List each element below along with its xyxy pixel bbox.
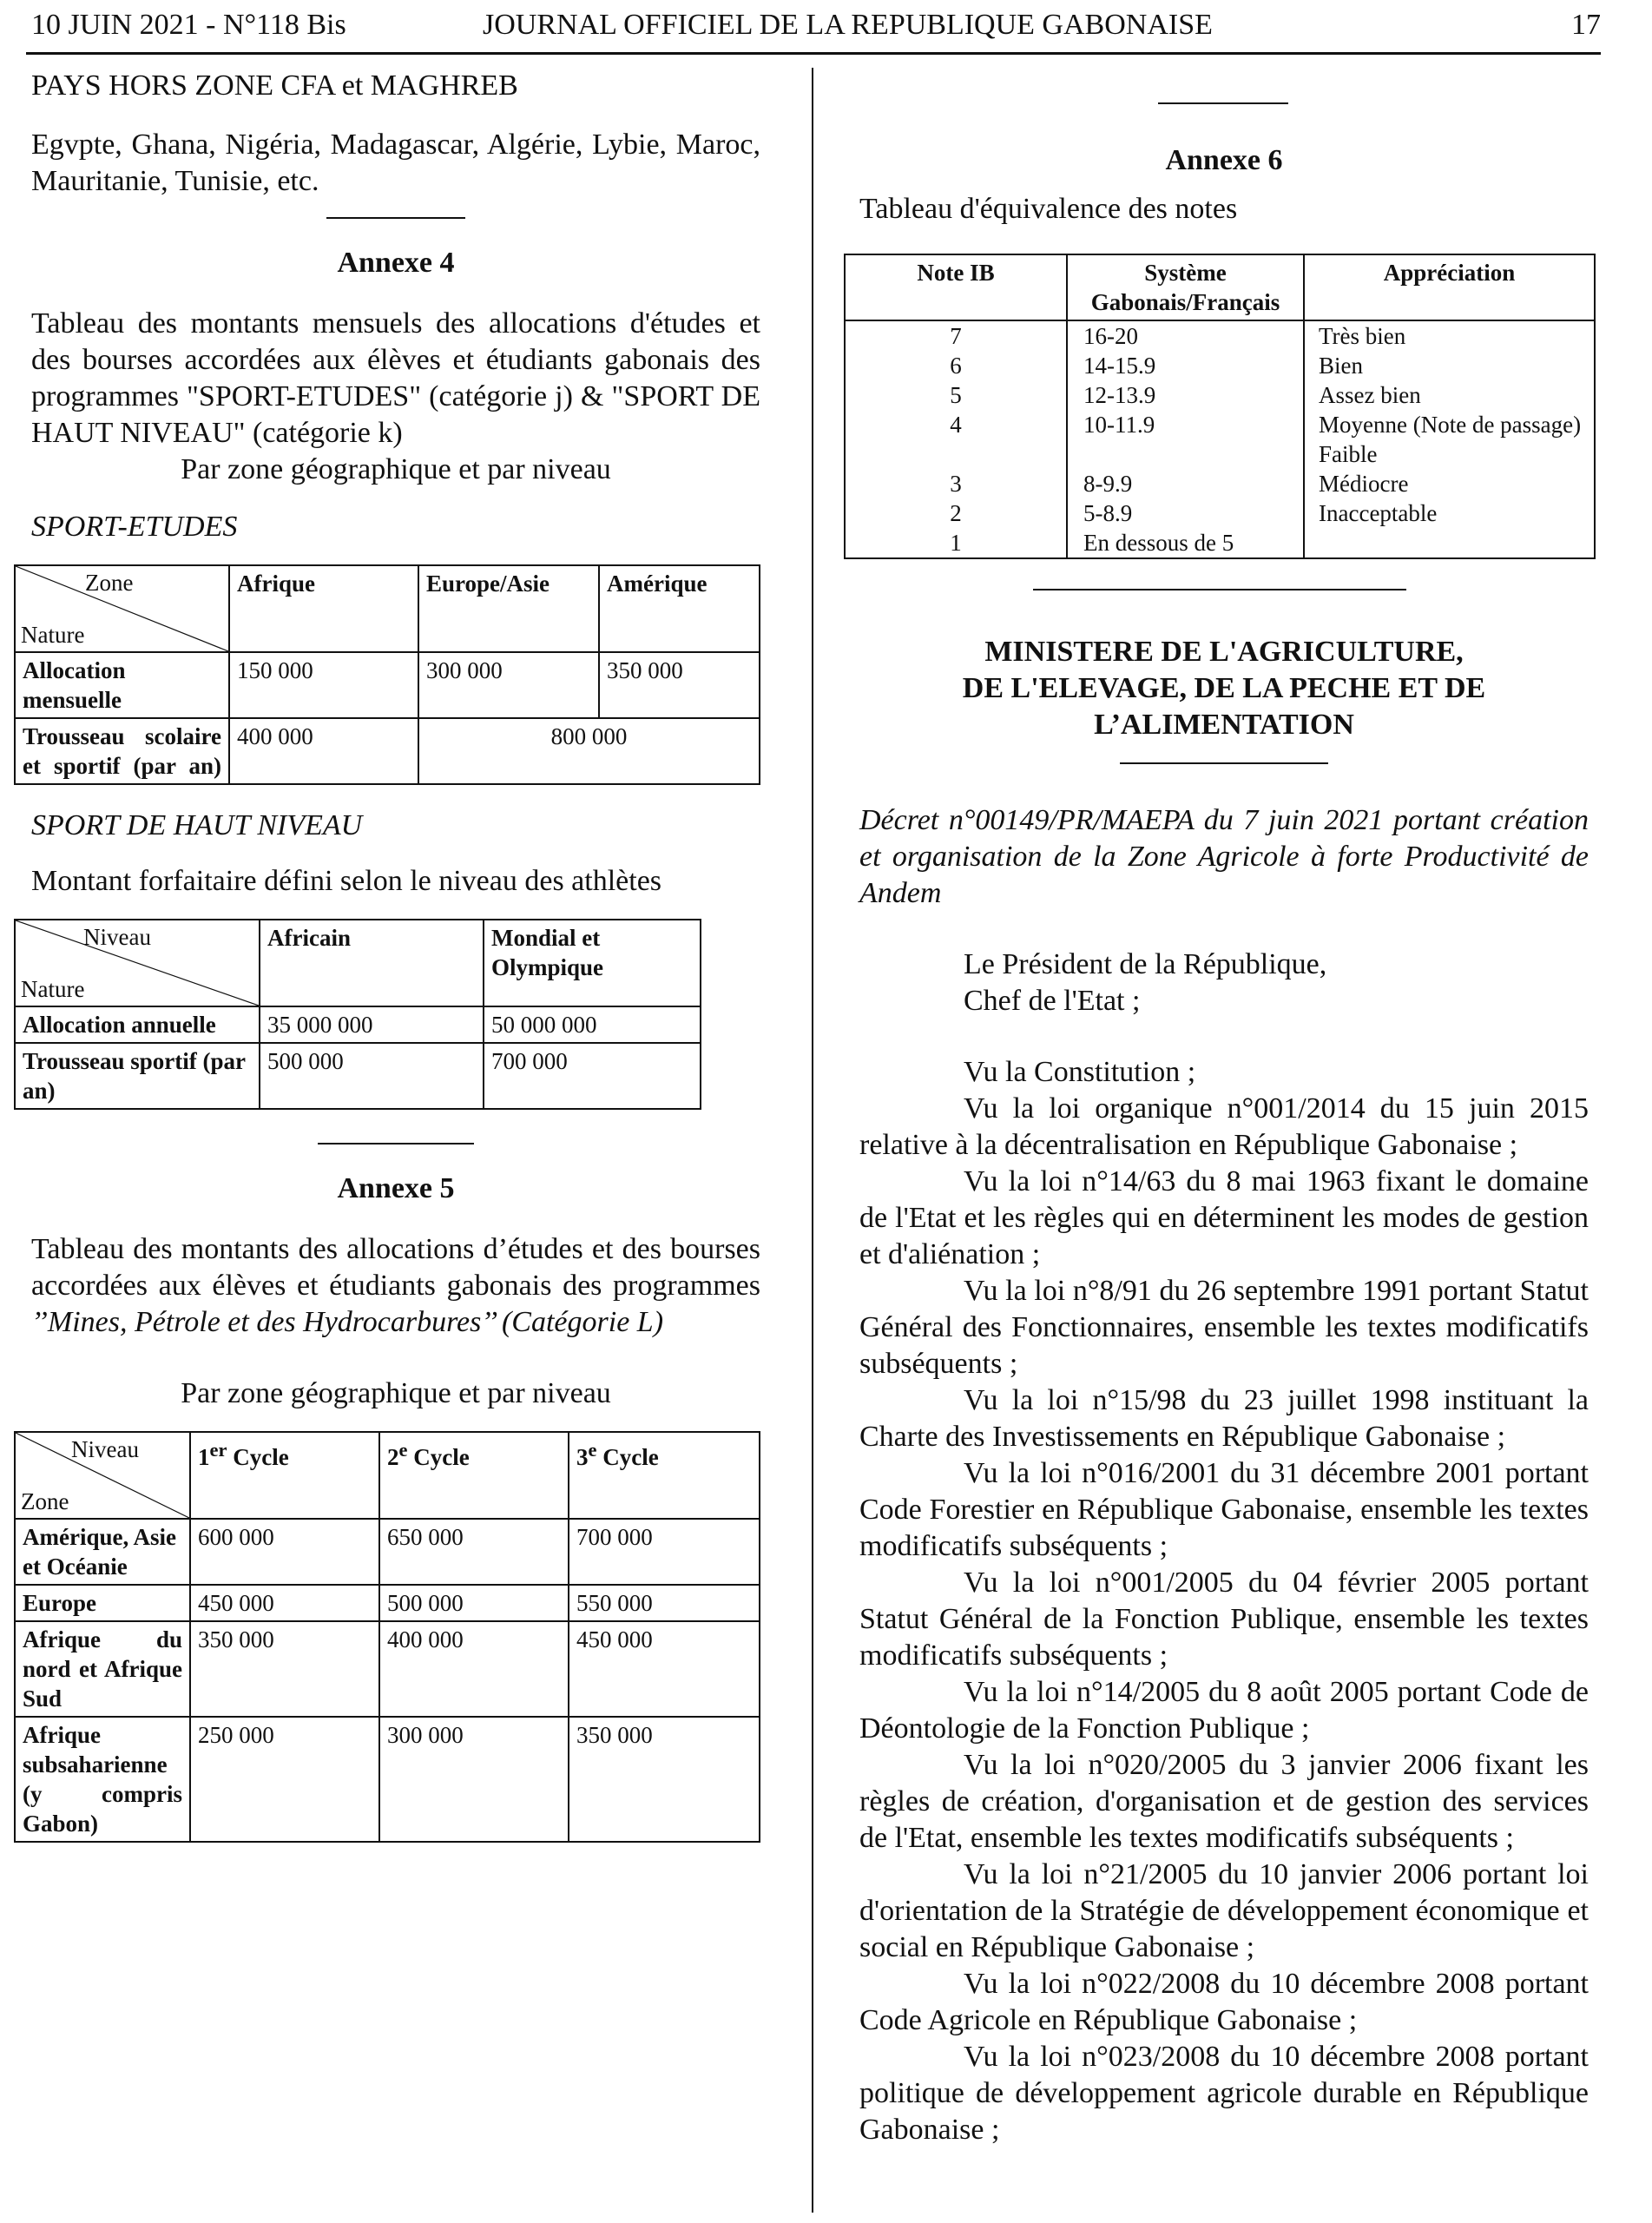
table-cell: 150 000 xyxy=(229,652,418,718)
page-number: 17 xyxy=(1571,9,1601,41)
annexe5-title: Annexe 5 xyxy=(337,1172,455,1204)
note-ib: 6 xyxy=(950,353,962,379)
visa: Vu la loi n°21/2005 du 10 janvier 2006 portant loi d'orientation de la Stratégie de développement économique et social en République Gabonaise ; xyxy=(859,1858,1589,1963)
visa: Vu la loi n°15/98 du 23 juillet 1998 instituant la Charte des Investissements en République Gabonaise ; xyxy=(859,1384,1589,1453)
annexe5-table xyxy=(14,1431,760,1843)
column-header: Mondial et Olympique xyxy=(484,920,701,1006)
table-cell: 300 000 xyxy=(418,652,599,718)
grade-range-spacer xyxy=(1083,439,1296,469)
table-cell xyxy=(845,320,1067,558)
table-cell: 700 000 xyxy=(569,1519,760,1585)
table-cell: 500 000 xyxy=(379,1585,569,1621)
president-line-1: Le Président de la République, xyxy=(964,948,1327,980)
table-row xyxy=(15,1717,760,1842)
cycle-number: 3 xyxy=(576,1444,589,1470)
visas-list xyxy=(859,1054,1589,2148)
table-cell: 450 000 xyxy=(569,1621,760,1717)
section-separator xyxy=(318,1143,474,1144)
appreciation: Très bien xyxy=(1319,323,1406,349)
appreciation: Moyenne (Note de passage) xyxy=(1319,412,1582,438)
ministry-line-1: MINISTERE DE L'AGRICULTURE, xyxy=(984,636,1464,668)
ministry-line-2: DE L'ELEVAGE, DE LA PECHE ET DE xyxy=(962,672,1486,704)
column-header: Note IB xyxy=(845,254,1067,320)
table-cell: 450 000 xyxy=(190,1585,379,1621)
annexe4-title: Annexe 4 xyxy=(337,247,455,279)
annexe6-table xyxy=(844,254,1596,559)
zone-countries: Egvpte, Ghana, Nigéria, Madagascar, Algérie, Lybie, Maroc, Mauritanie, Tunisie, etc. xyxy=(31,129,760,197)
corner-bottom-label: Zone xyxy=(21,1488,69,1514)
row-label: Amérique, Asie et Océanie xyxy=(15,1519,190,1585)
grade-range: 5-8.9 xyxy=(1083,500,1133,526)
table-cell: 400 000 xyxy=(229,718,418,784)
table-cell: 600 000 xyxy=(190,1519,379,1585)
sport-etudes-table xyxy=(14,564,760,785)
row-label: Trousseau scolaire et sportif (par an) xyxy=(15,718,229,784)
cycle-label: Cycle xyxy=(227,1444,289,1470)
annexe5-description-plain: Tableau des montants des allocations d’études et des bourses accordées aux élèves et étudiants gabonais des programmes xyxy=(31,1233,760,1302)
table-cell: 350 000 xyxy=(599,652,760,718)
table-row xyxy=(15,652,760,718)
left-column xyxy=(21,66,760,1843)
corner-top-label: Zone xyxy=(85,570,134,596)
cycle-suffix: e xyxy=(398,1439,408,1461)
table-cell: 300 000 xyxy=(379,1717,569,1842)
note-ib-spacer xyxy=(852,439,1059,469)
cycle-suffix: er xyxy=(209,1439,227,1461)
president-line-2: Chef de l'Etat ; xyxy=(964,985,1141,1017)
appreciation: Assez bien xyxy=(1319,382,1421,408)
table-row xyxy=(15,1006,701,1043)
column-header: Amérique xyxy=(599,565,760,652)
cycle-number: 2 xyxy=(387,1444,399,1470)
corner-bottom-label: Nature xyxy=(21,622,85,648)
column-header xyxy=(379,1432,569,1519)
table-row xyxy=(15,718,760,784)
table-row xyxy=(15,1519,760,1585)
header-rule xyxy=(26,52,1601,55)
note-ib: 5 xyxy=(950,382,962,408)
journal-title: JOURNAL OFFICIEL DE LA REPUBLIQUE GABONAISE xyxy=(483,9,1213,41)
sport-etudes-heading: SPORT-ETUDES xyxy=(31,511,238,543)
table-cell xyxy=(1067,320,1304,558)
table-corner-cell xyxy=(15,920,260,1006)
row-label: Europe xyxy=(15,1585,190,1621)
annexe4-description: Tableau des montants mensuels des allocations d'études et des bourses accordées aux élèves et étudiants gabonais des programmes "SPORT-ETUDES" (catégorie j) & "SPORT DE HAUT NIVEAU" (catégorie k) xyxy=(31,307,760,449)
section-separator xyxy=(1033,589,1406,590)
visa: Vu la loi organique n°001/2014 du 15 juin 2015 relative à la décentralisation en République Gabonaise ; xyxy=(859,1092,1589,1161)
note-ib: 7 xyxy=(950,323,962,349)
visa: Vu la loi n°14/2005 du 8 août 2005 portant Code de Déontologie de la Fonction Publique ; xyxy=(859,1676,1589,1745)
column-header: Système Gabonais/Français xyxy=(1067,254,1304,320)
haut-niveau-intro: Montant forfaitaire défini selon le niveau des athlètes xyxy=(31,865,662,897)
corner-top-label: Niveau xyxy=(71,1436,139,1462)
table-row xyxy=(15,1585,760,1621)
haut-niveau-heading: SPORT DE HAUT NIVEAU xyxy=(31,809,363,841)
note-ib: 3 xyxy=(950,471,962,497)
grade-range: 14-15.9 xyxy=(1083,353,1156,379)
table-cell xyxy=(1304,320,1595,558)
appreciation: Médiocre xyxy=(1319,471,1409,497)
table-row xyxy=(845,320,1595,558)
table-cell: 500 000 xyxy=(260,1043,484,1109)
corner-bottom-label: Nature xyxy=(21,976,85,1002)
column-header: Europe/Asie xyxy=(418,565,599,652)
visa: Vu la loi n°14/63 du 8 mai 1963 fixant le domaine de l'Etat et les règles qui en déterminent les modes de gestion et d'aliénation ; xyxy=(859,1165,1589,1270)
visa: Vu la loi n°001/2005 du 04 février 2005 portant Statut Général de la Fonction Publique, ensemble les textes modificatifs subséquents ; xyxy=(859,1567,1589,1672)
visa: Vu la loi n°023/2008 du 10 décembre 2008 portant politique de développement agricole durable en République Gabonaise ; xyxy=(859,2041,1589,2146)
row-label: Allocation mensuelle xyxy=(15,652,229,718)
column-header: Appréciation xyxy=(1304,254,1595,320)
haut-niveau-table xyxy=(14,919,701,1110)
annexe6-title: Annexe 6 xyxy=(1165,144,1283,176)
note-ib: 4 xyxy=(950,412,962,438)
table-row xyxy=(15,1621,760,1717)
annexe4-subtitle: Par zone géographique et par niveau xyxy=(181,453,611,485)
column-header: Afrique xyxy=(229,565,418,652)
column-header xyxy=(190,1432,379,1519)
appreciation: Bien xyxy=(1319,353,1363,379)
annexe5-description xyxy=(31,1231,760,1341)
appreciation: Faible xyxy=(1319,441,1378,467)
ministry-line-3: L’ALIMENTATION xyxy=(1094,709,1354,741)
visa: Vu la loi n°022/2008 du 10 décembre 2008 portant Code Agricole en République Gabonaise ; xyxy=(859,1968,1589,2036)
table-cell: 650 000 xyxy=(379,1519,569,1585)
table-row xyxy=(15,1043,701,1109)
table-corner-cell xyxy=(15,1432,190,1519)
table-cell: 400 000 xyxy=(379,1621,569,1717)
annexe5-description-italic: ’’Mines, Pétrole et des Hydrocarbures’’ (Catégorie L) xyxy=(31,1306,664,1338)
row-label: Trousseau sportif (par an) xyxy=(15,1043,260,1109)
table-cell: 50 000 000 xyxy=(484,1006,701,1043)
corner-top-label: Niveau xyxy=(83,924,151,950)
annexe5-subtitle: Par zone géographique et par niveau xyxy=(181,1377,611,1409)
grade-range: 8-9.9 xyxy=(1083,471,1133,497)
note-ib: 2 xyxy=(950,500,962,526)
row-label: Afrique du nord et Afrique Sud xyxy=(15,1621,190,1717)
right-column xyxy=(859,66,1589,2148)
visa: Vu la Constitution ; xyxy=(964,1056,1196,1088)
cycle-label: Cycle xyxy=(596,1444,659,1470)
decree-title: Décret n°00149/PR/MAEPA du 7 juin 2021 portant création et organisation de la Zone Agricole à forte Productivité de Andem xyxy=(859,804,1589,909)
row-label: Afrique subsaharienne (y compris Gabon) xyxy=(15,1717,190,1842)
issue-date: 10 JUIN 2021 - N°118 Bis xyxy=(31,9,346,41)
visa: Vu la loi n°016/2001 du 31 décembre 2001 portant Code Forestier en République Gabonaise, ensemble les textes modificatifs subséquents ; xyxy=(859,1457,1589,1562)
grade-range: 10-11.9 xyxy=(1083,412,1155,438)
grade-range: 12-13.9 xyxy=(1083,382,1156,408)
table-cell: 350 000 xyxy=(569,1717,760,1842)
section-separator xyxy=(1120,762,1328,764)
section-separator xyxy=(326,217,465,219)
column-divider xyxy=(812,68,813,2213)
table-cell: 35 000 000 xyxy=(260,1006,484,1043)
cycle-suffix: e xyxy=(588,1439,597,1461)
annexe6-subtitle: Tableau d'équivalence des notes xyxy=(859,193,1238,225)
column-header: Africain xyxy=(260,920,484,1006)
table-cell: 250 000 xyxy=(190,1717,379,1842)
column-header xyxy=(569,1432,760,1519)
table-cell-merged: 800 000 xyxy=(418,718,760,784)
appreciation: Inacceptable xyxy=(1319,500,1438,526)
section-separator xyxy=(1158,102,1288,104)
table-corner-cell xyxy=(15,565,229,652)
cycle-label: Cycle xyxy=(407,1444,470,1470)
grade-range: En dessous de 5 xyxy=(1083,530,1234,556)
page-header xyxy=(31,9,1601,47)
table-cell: 700 000 xyxy=(484,1043,701,1109)
visa: Vu la loi n°020/2005 du 3 janvier 2006 fixant les règles de création, d'organisation et de gestion des services de l'Etat, ensemble les textes modificatifs subséquents ; xyxy=(859,1749,1589,1854)
table-cell: 550 000 xyxy=(569,1585,760,1621)
cycle-number: 1 xyxy=(198,1444,210,1470)
zone-title: PAYS HORS ZONE CFA et MAGHREB xyxy=(31,69,518,102)
note-ib: 1 xyxy=(950,530,962,556)
grade-range: 16-20 xyxy=(1083,323,1138,349)
table-cell: 350 000 xyxy=(190,1621,379,1717)
row-label: Allocation annuelle xyxy=(15,1006,260,1043)
visa: Vu la loi n°8/91 du 26 septembre 1991 portant Statut Général des Fonctionnaires, ensemble les textes modificatifs subséquents ; xyxy=(859,1275,1589,1380)
